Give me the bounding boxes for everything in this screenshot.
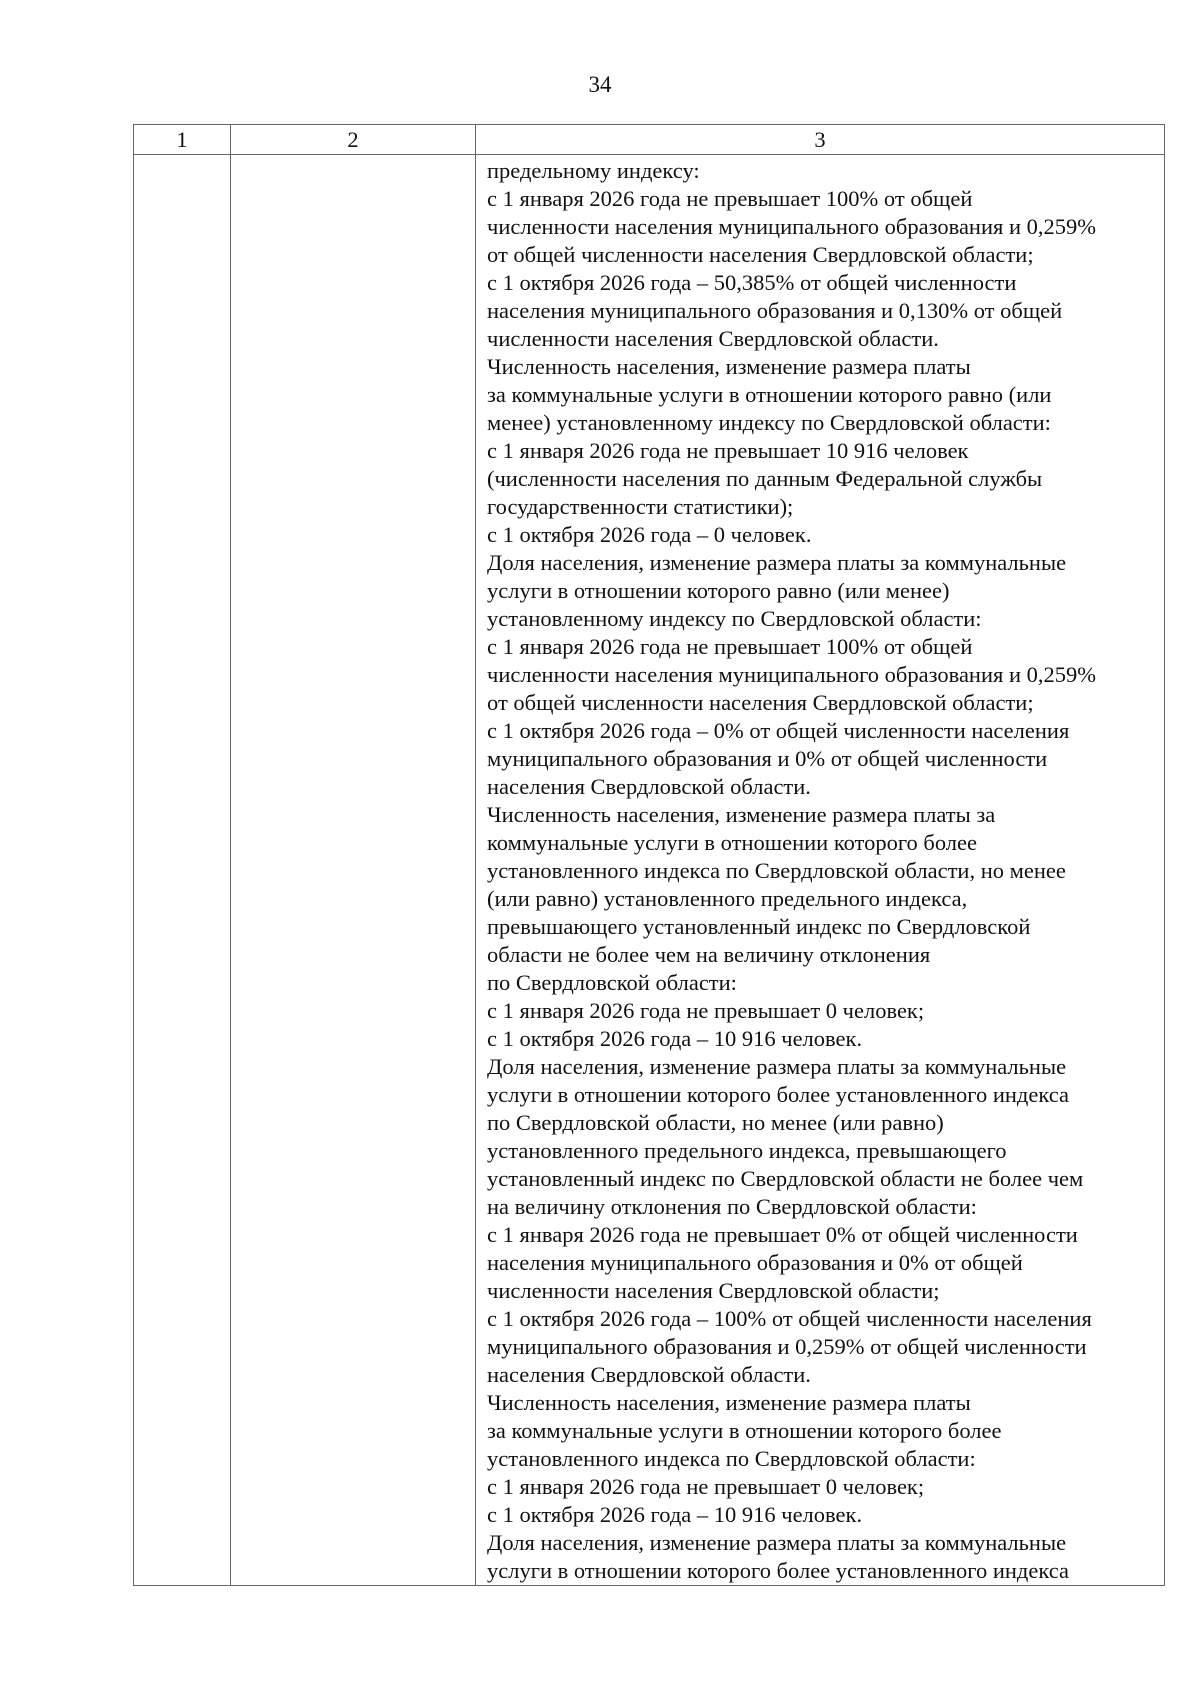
- text-line: населения Свердловской области.: [487, 774, 811, 799]
- text-line: с 1 октября 2026 года – 100% от общей численности населения: [487, 1306, 1092, 1331]
- text-line: услуги в отношении которого равно (или менее): [487, 578, 950, 603]
- cell-col-1: [134, 155, 231, 1586]
- text-line: Доля населения, изменение размера платы за коммунальные: [487, 1530, 1067, 1555]
- text-line: от общей численности населения Свердловской области;: [487, 242, 1034, 267]
- document-table: [133, 124, 1165, 1586]
- text-line: услуги в отношении которого более установленного индекса: [487, 1558, 1069, 1583]
- text-line: численности населения Свердловской области.: [487, 326, 939, 351]
- text-line: с 1 января 2026 года не превышает 100% от общей: [487, 186, 973, 211]
- text-line: по Свердловской области, но менее (или равно): [487, 1110, 944, 1135]
- text-line: с 1 января 2026 года не превышает 0 человек;: [487, 1474, 925, 1499]
- text-line: коммунальные услуги в отношении которого более: [487, 830, 977, 855]
- text-line: услуги в отношении которого более установленного индекса: [487, 1082, 1069, 1107]
- text-line: установленного индекса по Свердловской области:: [487, 1446, 976, 1471]
- text-line: превышающего установленный индекс по Свердловской: [487, 914, 1031, 939]
- text-line: численности населения Свердловской области;: [487, 1278, 940, 1303]
- text-line: установленного индекса по Свердловской области, но менее: [487, 858, 1066, 883]
- text-line: с 1 января 2026 года не превышает 10 916 человек: [487, 438, 969, 463]
- text-line: с 1 октября 2026 года – 10 916 человек.: [487, 1026, 863, 1051]
- text-line: установленный индекс по Свердловской области не более чем: [487, 1166, 1084, 1191]
- column-header-1: 1: [134, 125, 231, 155]
- text-line: с 1 января 2026 года не превышает 0% от общей численности: [487, 1222, 1078, 1247]
- text-line: Доля населения, изменение размера платы за коммунальные: [487, 1054, 1067, 1079]
- text-line: населения муниципального образования и 0% от общей: [487, 1250, 1023, 1275]
- text-line: (или равно) установленного предельного индекса,: [487, 886, 968, 911]
- cell-col-2: [231, 155, 476, 1586]
- text-line: с 1 октября 2026 года – 10 916 человек.: [487, 1502, 863, 1527]
- text-line: Численность населения, изменение размера платы: [487, 354, 971, 379]
- text-line: муниципального образования и 0% от общей численности: [487, 746, 1048, 771]
- text-line: (численности населения по данным Федеральной службы: [487, 466, 1043, 491]
- column-header-3: 3: [476, 125, 1165, 155]
- text-line: муниципального образования и 0,259% от общей численности: [487, 1334, 1087, 1359]
- text-line: с 1 октября 2026 года – 0 человек.: [487, 522, 812, 547]
- text-line: Численность населения, изменение размера платы за: [487, 802, 996, 827]
- text-line: за коммунальные услуги в отношении которого равно (или: [487, 382, 1052, 407]
- text-line: с 1 января 2026 года не превышает 0 человек;: [487, 998, 925, 1023]
- page-number: 34: [588, 72, 612, 97]
- text-line: населения муниципального образования и 0,130% от общей: [487, 298, 1063, 323]
- text-line: Численность населения, изменение размера платы: [487, 1390, 971, 1415]
- text-line: численности населения муниципального образования и 0,259%: [487, 662, 1097, 687]
- text-line: на величину отклонения по Свердловской области:: [487, 1194, 977, 1219]
- text-line: установленного предельного индекса, превышающего: [487, 1138, 1007, 1163]
- text-line: установленному индексу по Свердловской области:: [487, 606, 982, 631]
- text-line: Доля населения, изменение размера платы за коммунальные: [487, 550, 1067, 575]
- text-line: от общей численности населения Свердловской области;: [487, 690, 1034, 715]
- cell-col-3: [476, 155, 1165, 1586]
- text-line: с 1 октября 2026 года – 0% от общей численности населения: [487, 718, 1070, 743]
- table-header-row: [134, 125, 1165, 155]
- text-line: по Свердловской области:: [487, 970, 737, 995]
- column-header-2: 2: [231, 125, 476, 155]
- text-line: с 1 октября 2026 года – 50,385% от общей численности: [487, 270, 1017, 295]
- text-line: государственности статистики);: [487, 494, 794, 519]
- text-line: населения Свердловской области.: [487, 1362, 811, 1387]
- text-line: численности населения муниципального образования и 0,259%: [487, 214, 1097, 239]
- text-line: с 1 января 2026 года не превышает 100% от общей: [487, 634, 973, 659]
- text-line: области не более чем на величину отклонения: [487, 942, 931, 967]
- text-line: за коммунальные услуги в отношении которого более: [487, 1418, 1002, 1443]
- text-line: менее) установленному индексу по Свердловской области:: [487, 410, 1051, 435]
- text-line: предельному индексу:: [487, 158, 700, 183]
- table-row: [134, 155, 1165, 1586]
